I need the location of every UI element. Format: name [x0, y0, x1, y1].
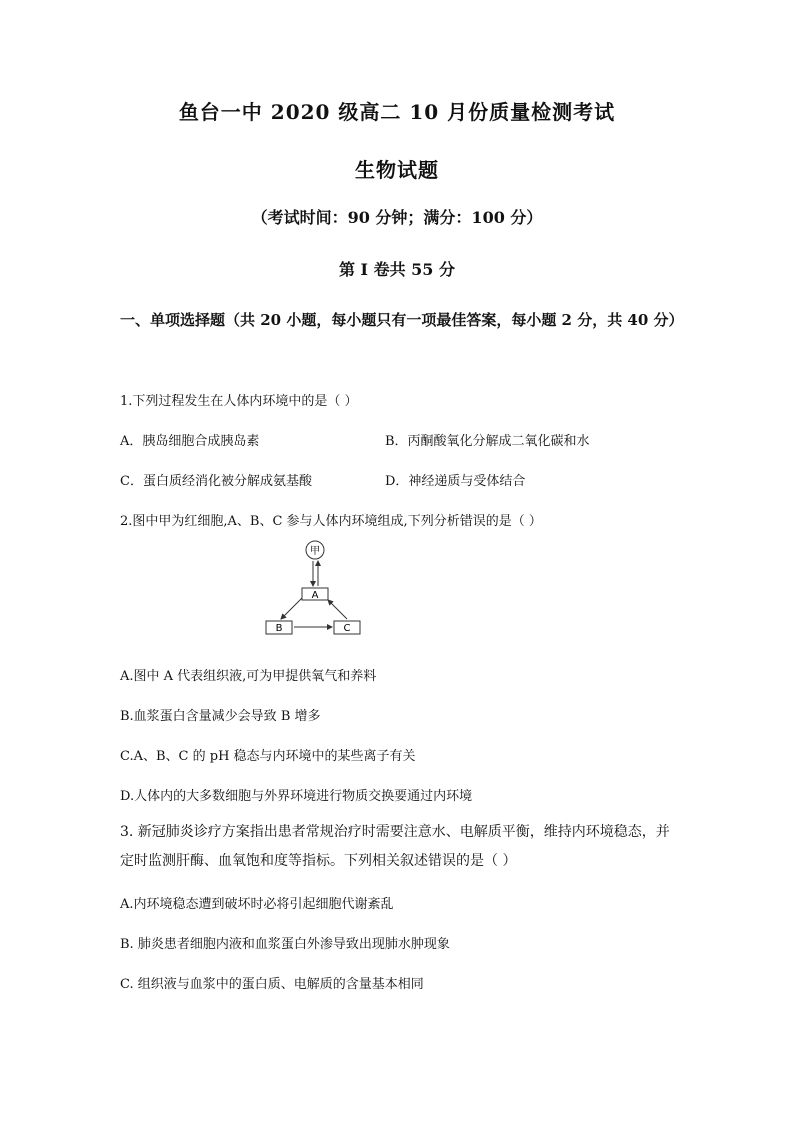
q1-option-a: A．胰岛细胞合成胰岛素	[120, 434, 260, 449]
node-c-label: C	[343, 623, 351, 634]
q3-option-b: B. 肺炎患者细胞内液和血浆蛋白外渗导致出现肺水肿现象	[120, 937, 450, 952]
q2-option-d: D.人体内的大多数细胞与外界环境进行物质交换要通过内环境	[120, 789, 473, 804]
q1-stem: 1.下列过程发生在人体内环境中的是（ ）	[120, 394, 358, 409]
arrow-a-to-b	[281, 598, 302, 619]
body-fluid-diagram	[262, 538, 366, 638]
volume-heading: 第 I 卷共 55 分	[338, 260, 456, 279]
node-a-label: A	[311, 590, 319, 601]
q3-option-c: C. 组织液与血浆中的蛋白质、电解质的含量基本相同	[120, 977, 424, 992]
q1-option-d: D．神经递质与受体结合	[385, 474, 526, 489]
node-b-label: B	[275, 623, 283, 634]
arrow-c-to-a	[328, 600, 347, 619]
q2-option-b: B.血浆蛋白含量减少会导致 B 增多	[120, 709, 321, 724]
q2-option-a: A.图中 A 代表组织液,可为甲提供氧气和养料	[120, 669, 377, 684]
q3-option-a: A.内环境稳态遭到破坏时必将引起细胞代谢紊乱	[120, 897, 394, 912]
q1-option-c: C．蛋白质经消化被分解成氨基酸	[120, 474, 312, 489]
section-heading: 一、单项选择题（共 20 小题，每小题只有一项最佳答案，每小题 2 分，共 40 分）	[120, 311, 684, 329]
q3-stem: 3. 新冠肺炎诊疗方案指出患者常规治疗时需要注意水、电解质平衡，维持内环境稳态，并定时监测肝酶、血氧饱和度等指标。下列相关叙述错误的是（ ）	[120, 824, 670, 869]
q2-stem: 2.图中甲为红细胞,A、B、C 参与人体内环境组成,下列分析错误的是（ ）	[120, 514, 542, 529]
exam-title: 鱼台一中 2020 级高二 10 月份质量检测考试	[178, 100, 616, 124]
subject-title: 生物试题	[355, 158, 439, 182]
node-jia-label: 甲	[310, 546, 320, 557]
exam-info: （考试时间：90 分钟；满分：100 分）	[251, 208, 543, 227]
q1-option-b: B．丙酮酸氧化分解成二氧化碳和水	[385, 434, 590, 449]
q2-option-c: C.A、B、C 的 pH 稳态与内环境中的某些离子有关	[120, 749, 416, 764]
